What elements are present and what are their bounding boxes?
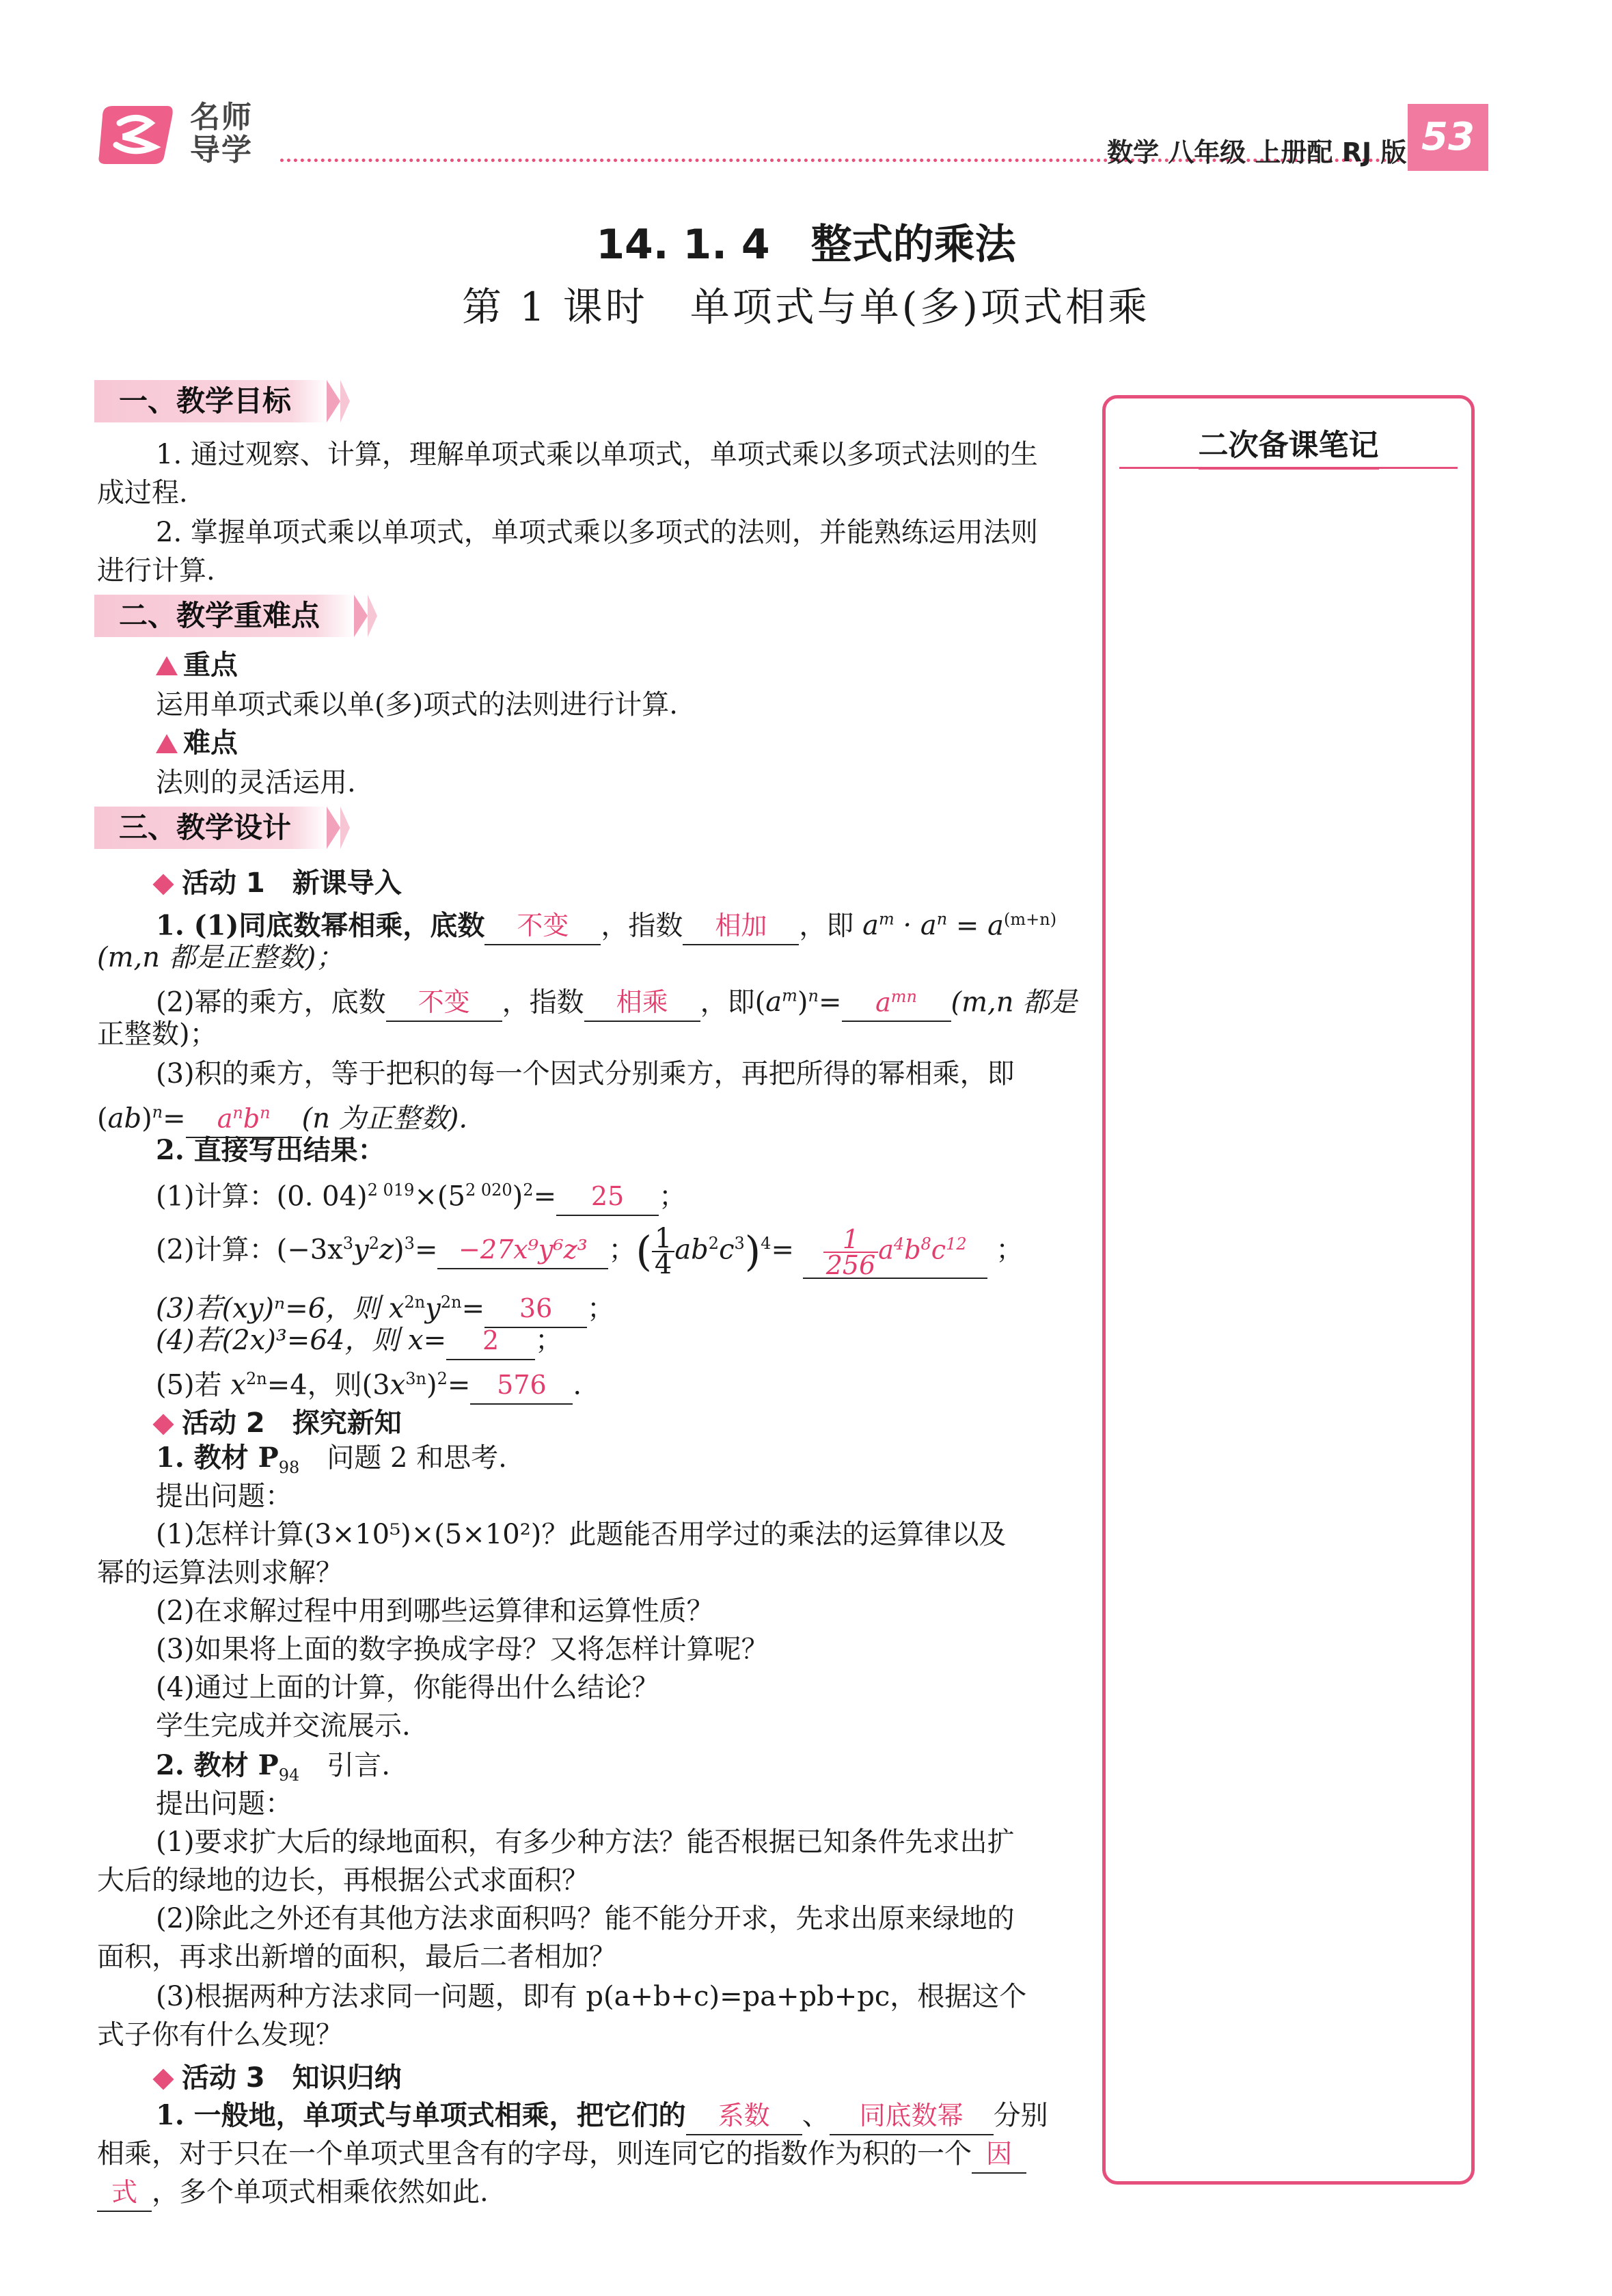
a2-line-2: 提出问题： — [156, 1481, 292, 1512]
a2-line-6: (3)如果将上面的数字换成字母？又将怎样计算呢？ — [156, 1634, 769, 1665]
activity-3-label: 活动 3 知识归纳 — [156, 2056, 402, 2095]
a1-q2-line2: 正整数)； — [97, 1018, 217, 1050]
answer-blank: 25 — [556, 1178, 659, 1216]
section-title: 14. 1. 4 整式的乘法 — [596, 221, 1016, 269]
diamond-icon — [152, 874, 174, 895]
focus-text: 运用单项式乘以单(多)项式的法则进行计算. — [156, 689, 678, 720]
a3-line-3: 式 ，多个单项式相乘依然如此. — [97, 2174, 489, 2212]
notes-title: 二次备课笔记 — [1106, 420, 1471, 464]
diamond-icon — [152, 1414, 174, 1435]
answer-blank: 同底数幂 — [830, 2097, 994, 2135]
answer-blank: 系数 — [686, 2097, 802, 2135]
a1-q3-line1: (3)积的乘方，等于把积的每一个因式分别乘方，再把所得的幂相乘，即 — [156, 1058, 1015, 1090]
a2-line-12: 大后的绿地的边长，再根据公式求面积？ — [97, 1865, 589, 1896]
a2-line-11: (1)要求扩大后的绿地面积，有多少种方法？能否根据已知条件先求出扩 — [156, 1826, 1015, 1858]
a2-line-8: 学生完成并交流展示. — [156, 1710, 411, 1742]
a2-line-4: 幂的运算法则求解？ — [97, 1557, 343, 1589]
goal-1-line-2: 成过程. — [97, 477, 188, 509]
a3-line-1: 1. 一般地，单项式与单项式相乘，把它们的 系数 、 同底数幂 分别 — [156, 2097, 1048, 2135]
answer-blank: 不变 — [386, 984, 502, 1022]
answer-blank: 2 — [446, 1322, 535, 1360]
a2-line-13: (2)除此之外还有其他方法求面积吗？能不能分开求，先求出原来绿地的 — [156, 1903, 1015, 1934]
page-number: 53 — [1408, 104, 1488, 171]
a1-q2-3: (3)若(xy)ⁿ=6，则 $x^{2n}y^{2n}= 36$ ； — [156, 1284, 614, 1328]
answer-blank: −27x⁹y⁶z³ — [437, 1231, 608, 1269]
a1-q1-line1: 1. (1)同底数幂相乘，底数 不变 ，指数 相加 ，即 $a^m \cdot a^n = a^{(m+n)}$ — [156, 901, 1056, 945]
notes-box — [1102, 395, 1475, 2185]
section-banner-goals: 一、教学目标 — [94, 380, 327, 422]
activity-2-label: 活动 2 探究新知 — [156, 1401, 402, 1440]
a1-q2-1: (1)计算：(0. $04)^{2 019}\times(5^{2 020})^2= 25$ ； — [156, 1172, 686, 1216]
focus-label: 重点 — [156, 647, 238, 684]
answer-blank: 相加 — [683, 907, 799, 945]
answer-blank: $\frac{1}{256}$ $a^4b^8c^{12}$ — [803, 1226, 987, 1279]
book-info: 数学 八年级 上册配 RJ 版 — [1107, 137, 1407, 167]
section-banner-keypoints: 二、教学重难点 — [94, 595, 354, 637]
a2-line-16: 式子你有什么发现？ — [97, 2019, 343, 2051]
answer-blank: 式 — [97, 2174, 152, 2212]
a2-line-14: 面积，再求出新增的面积，最后二者相加？ — [97, 1941, 616, 1973]
a1-q1-line2: (m,n 都是正整数)； — [97, 942, 344, 973]
a2-line-10: 提出问题： — [156, 1788, 292, 1820]
a2-line-1: 1. 教材 $P_{98}$ 问题 2 和思考. — [156, 1442, 507, 1477]
answer-blank: 相乘 — [584, 984, 700, 1022]
activity-1-label: 活动 1 新课导入 — [156, 861, 402, 900]
triangle-icon — [156, 656, 178, 675]
difficulty-label: 难点 — [156, 725, 238, 761]
a1-q2-5: (5)若 $x^{2n}=4$，则$(3x^{3n})^2= 576$ . — [156, 1360, 582, 1405]
a1-q2-2: (2)计算：$(-3x^3y^2z)^3= -27x^9y^6z^3$ ；( $\frac{1}{4}$ $ab^2c^3)^4=$ $\frac{1}{256}$ $a^4b^8c^{12}$ ； — [156, 1223, 1024, 1281]
a1-q2-4: (4)若(2x)³=64，则 x= 2 ； — [156, 1322, 562, 1360]
answer-blank: 576 — [470, 1366, 573, 1405]
goal-1-line-1: 1. 通过观察、计算，理解单项式乘以单项式，单项式乘以多项式法则的生 — [156, 439, 1038, 470]
a2-line-5: (2)在求解过程中用到哪些运算律和运算性质？ — [156, 1595, 714, 1627]
a2-line-3: (1)怎样计算(3×10⁵)×(5×10²)？此题能否用学过的乘法的运算律以及 — [156, 1519, 1007, 1550]
answer-blank: $a^{mn}$ — [842, 978, 951, 1023]
logo-text: 名师 导学 — [190, 100, 253, 167]
diamond-icon — [152, 2068, 174, 2090]
a2-line-9: 2. 教材 $P_{94}$ 引言. — [156, 1749, 390, 1785]
a2-line-7: (4)通过上面的计算，你能得出什么结论？ — [156, 1672, 659, 1703]
logo-icon — [96, 103, 178, 167]
a1-q3-line2: $(ab)^n= a^nb^n$ (n 为正整数). — [97, 1094, 467, 1138]
a2-line-15: (3)根据两种方法求同一问题，即有 p(a+b+c)=pa+pb+pc，根据这个 — [156, 1981, 1027, 2012]
difficulty-text: 法则的灵活运用. — [156, 767, 356, 798]
goal-2-line-2: 进行计算. — [97, 555, 215, 586]
answer-blank: 因 — [972, 2135, 1026, 2174]
answer-blank: $a^nb^n$ — [186, 1094, 302, 1139]
a1-q2-line1: (2)幂的乘方，底数 不变 ，指数 相乘 ，即$(a^m)^n= a^{mn}$ (m,n 都是 — [156, 977, 1077, 1022]
a1-q2-label: 2. 直接写出结果： — [156, 1134, 385, 1166]
a3-line-2: 相乘，对于只在一个单项式里含有的字母，则连同它的指数作为积的一个 因 — [97, 2135, 1026, 2174]
goal-2-line-1: 2. 掌握单项式乘以单项式，单项式乘以多项式的法则，并能熟练运用法则 — [156, 517, 1038, 548]
answer-blank: 36 — [484, 1290, 587, 1328]
triangle-icon — [156, 734, 178, 753]
notes-divider — [1119, 467, 1458, 469]
section-banner-design: 三、教学设计 — [94, 807, 327, 849]
answer-blank: 不变 — [484, 907, 601, 945]
lesson-title: 第 1 课时 单项式与单(多)项式相乘 — [461, 284, 1151, 330]
